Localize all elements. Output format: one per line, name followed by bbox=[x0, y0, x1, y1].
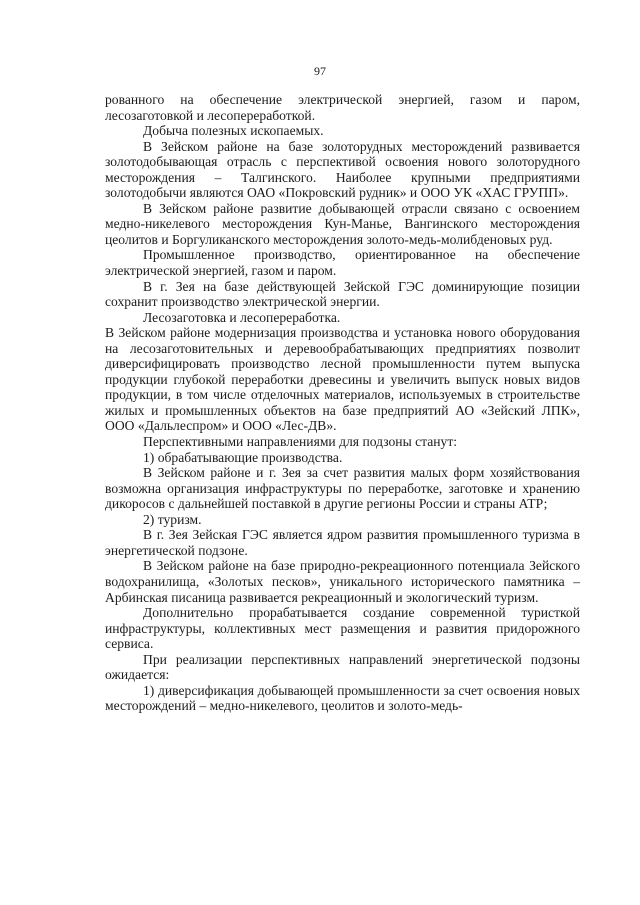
paragraph: 1) обрабатывающие производства. bbox=[143, 449, 343, 465]
paragraph: В Зейском районе модернизация производства и установка нового оборудования на лесозаготовительных и деревообрабатывающих предприятиях позволит диверсифицировать производство лесной промышленности путем выпуска продукции глубокой переработки древесины и увеличить выпуск новых видов продукции, в том числе отделочных материалов, используемых в строительстве жилых и промышленных объектов на базе предприятий АО «Зейский ЛПК», ООО «Дальлеспром» и ООО «Лес-ДВ». bbox=[105, 325, 580, 434]
page-number: 97 bbox=[314, 64, 326, 78]
paragraph: 2) туризм. bbox=[143, 511, 202, 527]
paragraph: Дополнительно прорабатывается создание современной туристкой инфраструктуры, коллективных мест размещения и развития придорожного сервиса. bbox=[105, 605, 580, 652]
paragraph: В Зейском районе и г. Зея за счет развития малых форм хозяйствования возможна организация инфраструктуры по переработке, заготовке и хранению дикоросов с дальнейшей поставкой в другие регионы России и страны АТР; bbox=[105, 465, 580, 512]
paragraph: В Зейском районе на базе золоторудных месторождений развивается золотодобывающая отрасль с перспективой освоения нового золоторудного месторождения – Талгинского. Наиболее крупными предприятиями золотодобычи являются ОАО «Покровский рудник» и ООО УК «ХАС ГРУПП». bbox=[105, 138, 580, 201]
paragraph: рованного на обеспечение электрической энергией, газом и паром, лесозаготовкой и лесопереработкой. bbox=[105, 92, 580, 123]
paragraph: Добыча полезных ископаемых. bbox=[143, 123, 324, 139]
paragraph: В г. Зея Зейская ГЭС является ядром развития промышленного туризма в энергетической подзоне. bbox=[105, 527, 580, 558]
paragraph: В г. Зея на базе действующей Зейской ГЭС доминирующие позиции сохранит производство электрической энергии. bbox=[105, 278, 580, 310]
paragraph: Промышленное производство, ориентированное на обеспечение электрической энергией, газом и паром. bbox=[105, 247, 580, 279]
paragraph: При реализации перспективных направлений энергетической подзоны ожидается: bbox=[105, 651, 580, 683]
paragraph: Перспективными направлениями для подзоны станут: bbox=[143, 434, 458, 450]
paragraph: В Зейском районе на базе природно-рекреационного потенциала Зейского водохранилища, «Золотых песков», уникального исторического памятника – Арбинская писаница развивается рекреационный и экологический туризм. bbox=[105, 558, 580, 605]
document-body bbox=[105, 92, 580, 714]
paragraph: В Зейском районе развитие добывающей отрасли связано с освоением медно-никелевого месторождения Кун-Манье, Вангинского месторождения цеолитов и Боргуликанского месторождения золото-медь-молибденовых руд. bbox=[105, 200, 580, 247]
paragraph: 1) диверсификация добывающей промышленности за счет освоения новых месторождений – медно-никелевого, цеолитов и золото-медь- bbox=[105, 682, 580, 714]
paragraph: Лесозаготовка и лесопереработка. bbox=[143, 309, 341, 325]
